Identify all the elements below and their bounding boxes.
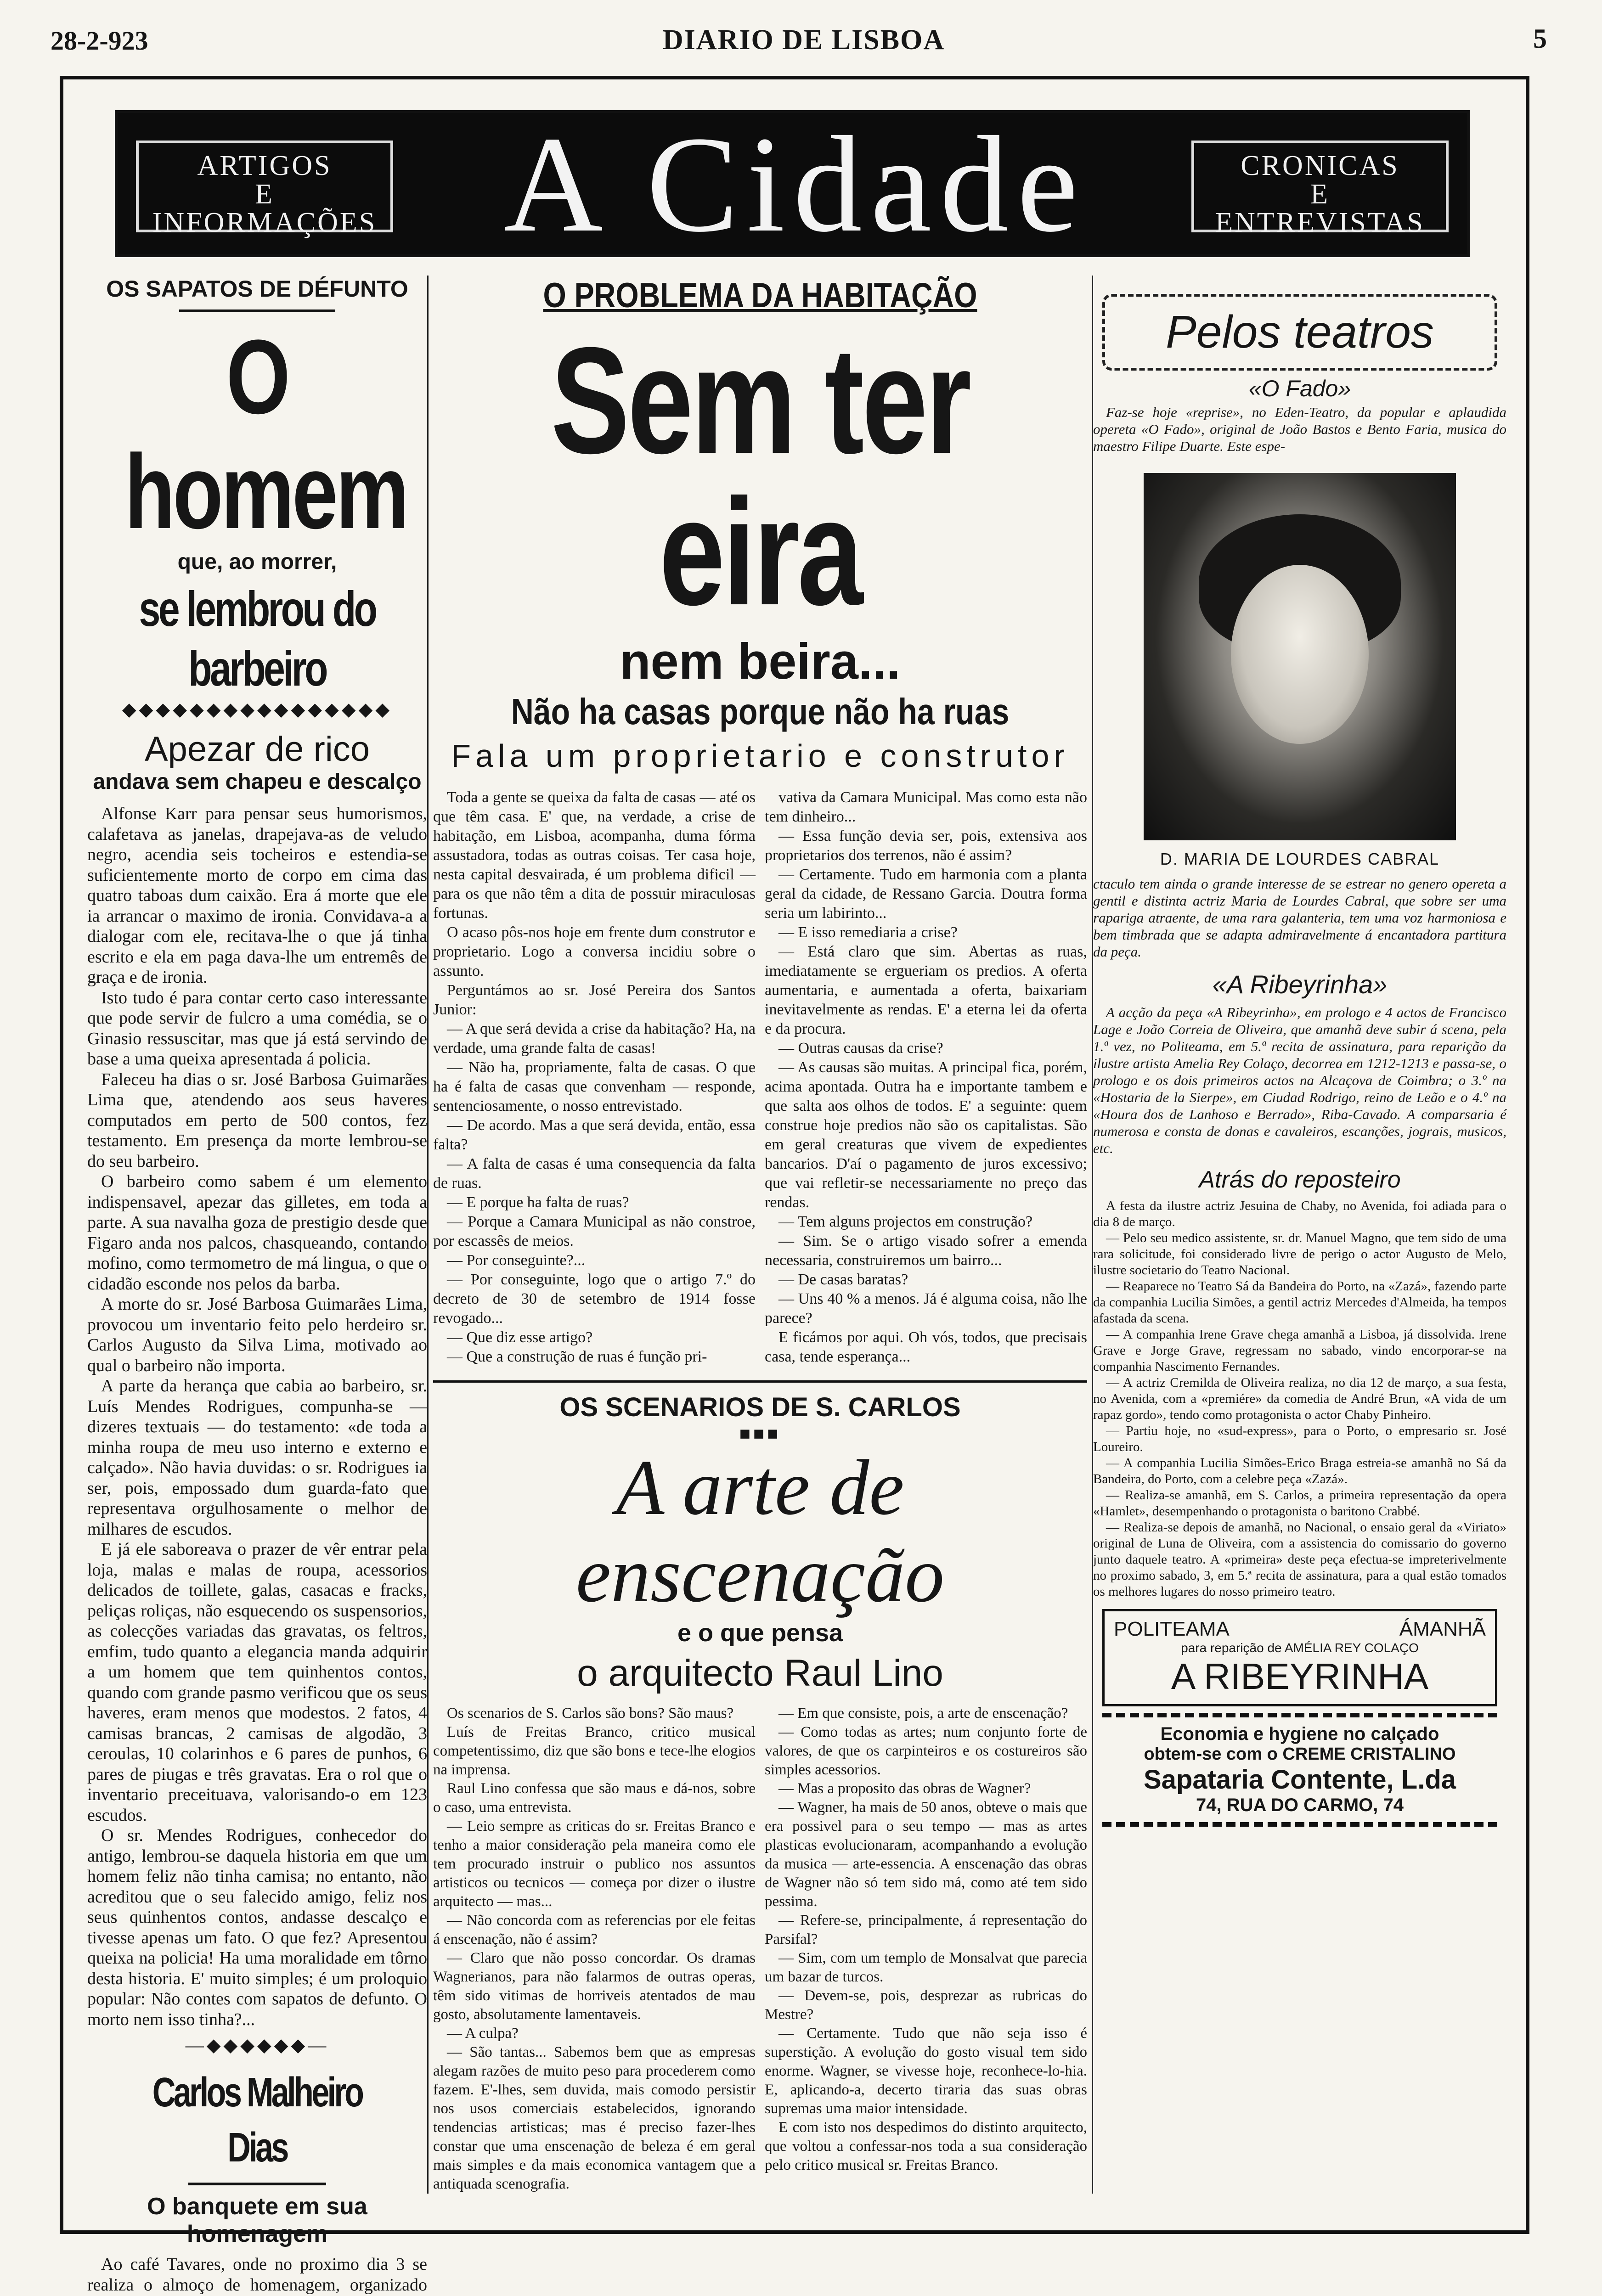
paragraph: A festa da ilustre actriz Jesuina de Chaby, no Avenida, foi adiada para o dia 8 de março. (1093, 1199, 1506, 1229)
article-kicker: O PROBLEMA DA HABITAÇÃO (543, 276, 977, 315)
paragraph: O sr. Mendes Rodrigues, conhecedor do antigo, lembrou-se daquela historia em que um homem feliz não tinha camisa; no entanto, não acreditou que o seu falecido amigo, feliz nos seus quinhentos contos, andasse descalço e tivesse apenas um fato. O que fez? Apresentou queixa na policia! Ha uma moralidade em tôrno desta historia. E' muito simples; é um proloquio popular: Não contes com sapatos de defunto. O morto nem isso tinha?... (87, 1826, 427, 2029)
paragraph: — As causas são muitas. A principal fica, porém, acima apontada. Outra ha e importante tambem e que salta aos olhos de todos. E' a seguinte: quem construe hoje predios não são os capitalistas. São em geral creaturas que vivem de expedientes bancarios. D'aí o pagamento de juros excessivo; que vai refletir-se necessariamente no preço das rendas. (765, 1059, 1087, 1211)
photo-caption: D. MARIA DE LOURDES CABRAL (1160, 850, 1440, 868)
article-headline: A arte de enscenação (575, 1444, 945, 1619)
article-body (1093, 875, 1506, 960)
paragraph: — Por conseguinte, logo que o artigo 7.º do decreto de 30 de setembro de 1914 fosse revogado... (433, 1271, 756, 1327)
article-subhead: Fala um proprietario e construtor (451, 738, 1069, 774)
politeama-advert (1102, 1609, 1497, 1706)
article-body (87, 2254, 427, 2296)
paragraph: — Em que consiste, pois, a arte de enscenação? (778, 1705, 1068, 1722)
page-number: 5 (1533, 23, 1547, 54)
paragraph: — Está claro que sim. Abertas as ruas, imediatamente se ergueriam os predios. A oferta aumentaria, e aumentada a oferta, baixariam inevitavelmente as rendas. E' a eterna lei da oferta e da procura. (765, 943, 1087, 1037)
ad-line: para reparição de AMÉLIA REY COLAÇO (1181, 1641, 1419, 1655)
center-column (427, 276, 1093, 2194)
article-kicker: OS SAPATOS DE DÉFUNTO (106, 276, 408, 302)
article-kicker: OS SCENARIOS DE S. CARLOS (559, 1392, 961, 1422)
paragraph: — Claro que não posso concordar. Os dramas Wagnerianos, para não falarmos de outras operas, têm sido vitimas de horriveis atentados de mau gosto, absolutamente lamentaveis. (433, 1950, 756, 2023)
obit-title: Carlos Malheiro Dias (152, 2070, 362, 2171)
banner-left-line: INFORMAÇÕES (152, 207, 377, 238)
paragraph: Alfonse Karr para pensar seus humorismos, calafetava as janelas, drapejava-as de veludo negro, acendia seis tocheiros e estendia-se suficientemente morto de corpo em cima das quatro taboas dum caixão. Era á morte que ele ia arrancar o maximo de ironia. Convidava-a a dialogar com ele, recitava-lhe o que já tinha escrito e ela em paga dava-lhe um entremês de graça e de ironia. (87, 804, 427, 987)
article-subhead: que, ao morrer, (177, 550, 337, 574)
paragraph: Perguntámos ao sr. José Pereira dos Santos Junior: (433, 982, 756, 1018)
paragraph: O barbeiro como sabem é um elemento indispensavel, apezar das gilletes, em toda a parte. A sua navalha goza de prestigio desde que Figaro anda nos palcos, chasqueando, contando mofino, como termometro de má lingua, o que o cidadão esconde nos pelos da barba. (87, 1172, 427, 1294)
paragraph: — Realiza-se amanhã, em S. Carlos, a primeira representação da opera «Hamlet», desempenhando o protagonista o baritono Crabbé. (1093, 1488, 1506, 1519)
page-header (0, 0, 1602, 78)
article-subhead: Apezar de rico (144, 730, 370, 769)
paragraph: — Essa função devia ser, pois, extensiva aos proprietarios dos terrenos, não é assim? (765, 827, 1087, 864)
section-banner (115, 108, 1470, 260)
paragraph: E com isto nos despedimos do distinto arquitecto, que voltou a confessar-nos toda a sua consideração pelo critico musical sr. Freitas Branco. (765, 2119, 1087, 2173)
article-subhead: e o que pensa (677, 1619, 843, 1647)
paragraph: — Reaparece no Teatro Sá da Bandeira do Porto, na «Zazá», fazendo parte da companhia Lucilia Simões, a gentil actriz Mercedes d'Almeida, ha tempos afastada da scena. (1093, 1279, 1506, 1326)
article-subhead: Não ha casas porque não ha ruas (511, 691, 1010, 732)
text-column (765, 788, 1087, 1367)
paragraph: ctaculo tem ainda o grande interesse de se estrear no genero opereta a gentil e distinta actriz Maria de Lourdes Cabral, que sobre ser uma rapariga atraente, de uma rara galanteria, tem uma voz harmoniosa e bem timbrada que se adapta admiravelmente á encantadora partitura da peça. (1093, 876, 1506, 960)
paragraph: — Outras causas da crise? (778, 1040, 943, 1057)
paragraph: E já ele saboreava o prazer de vêr entrar pela loja, malas e malas de roupa, acessorios delicados de toillete, galas, casacas e fracks, peliças roliças, não esquecendo os suspensorios, as colecções variadas das gravatas, os feltros, emfim, tudo quanto a elegancia manda adquirir a um homem que tem quinhentos contos, quando com grande pasmo verificou que os seus haveres, eram menos que modestos. 2 fatos, 4 camisas brancas, 2 camisas de algodão, 3 ceroulas, 10 colarinhos e 6 pares de punhos, 6 pares de piugas e três gravatas. Era o rol que o inventario preceituava, valorisando-o em 123 escudos. (87, 1540, 427, 1825)
ad-address: 74, RUA DO CARMO, 74 (1196, 1795, 1404, 1815)
left-column (87, 276, 427, 2296)
banner-left-line: ARTIGOS (197, 150, 332, 181)
banner-left-box (136, 141, 393, 238)
paragraph: — Pelo seu medico assistente, sr. dr. Manuel Magno, que tem sido de uma rara solicitude, foi considerado livre de perigo o actor Augusto de Melo, ilustre societario do Teatro Nacional. (1093, 1231, 1506, 1277)
paragraph: — E isso remediaria a crise? (778, 924, 958, 941)
paragraph: A acção da peça «A Ribeyrinha», em prologo e 4 actos de Francisco Lage e João Correia de Oliveira, que amanhã deve subir á scena, pela 1.ª vez, no Politeama, em 5.ª recita de assinatura, para reparição da ilustre artista Amelia Rey Colaço, decorrea em 1212-1213 e passa-se, o prologo e os dois primeiros actos na Alcaçova de Coimbra; o 3.º na «Hostaria de la Sierpe», em Ciudad Rodrigo, reino de Leão e o 4.º na «Houra dos de Lanhoso e Berrado», Riba-Cavado. A comparsaria é numerosa e consta de donas e cavaleiros, escanções, jograis, musicos, etc. (1093, 1004, 1506, 1156)
paragraph: — Sim. Se o artigo visado sofrer a emenda necessaria, construiremos um bairro... (765, 1232, 1087, 1269)
paragraph: Faz-se hoje «reprise», no Eden-Teatro, da popular e aplaudida opereta «O Fado», original de João Bastos e Bento Faria, musica do maestro Filipe Duarte. Este espe- (1093, 404, 1506, 454)
ad-line: Economia e hygiene no calçado (1160, 1724, 1439, 1744)
article-headline: O homem (124, 318, 407, 551)
ornament-divider: —◆◆◆◆◆◆— (185, 2035, 329, 2055)
paragraph: — Que diz esse artigo? (447, 1329, 593, 1346)
article-subhead-large: se lembrou do barbeiro (139, 581, 376, 696)
paragraph: — Sim, com um templo de Monsalvat que parecia um bazar de turcos. (765, 1950, 1087, 1985)
article-subhead: andava sem chapeu e descalço (93, 770, 422, 794)
paragraph: A parte da herança que cabia ao barbeiro, sr. Luís Mendes Rodrigues, compunha-se — dizeres textuais — do testamento: «de toda a minha roupa de meu uso interno e externo e calçado». Não havia duvidas: o sr. Rodrigues ia ser, pois, empossado dum guarda-fato que representava orgulhosamente o melhor de milhares de escudos. (87, 1376, 427, 1539)
paragraph: Raul Lino confessa que são maus e dá-nos, sobre o caso, uma entrevista. (433, 1780, 756, 1816)
paragraph: — Porque a Camara Municipal as não constroe, por escassês de meios. (433, 1213, 756, 1249)
article-headline: O banquete em sua homenagem (147, 2193, 367, 2247)
paragraph: Luís de Freitas Branco, critico musical competentissimo, diz que são bons e tece-lhe elogios na imprensa. (433, 1724, 756, 1778)
paragraph: — Não concorda com as referencias por ele feitas á enscenação, não é assim? (433, 1912, 756, 1947)
paragraph: — Devem-se, pois, desprezar as rubricas do Mestre? (765, 1987, 1087, 2023)
paragraph: — Que a construção de ruas é função pri- (447, 1348, 707, 1365)
theatre-section-title: Pelos teatros (1102, 294, 1497, 371)
scenarios-article (433, 1380, 1087, 2194)
paragraph: — A culpa? (447, 2025, 519, 2042)
newspaper-name: DIARIO DE LISBOA (662, 24, 945, 56)
sapataria-advert (1102, 1713, 1497, 1827)
paragraph: — Como todas as artes; num conjunto forte de valores, de que os carpinteiros e os costureiros são simples acessorios. (765, 1724, 1087, 1778)
paragraph: — Certamente. Tudo que não seja isso é superstição. A evolução do gosto visual tem sido enorme. Wagner, se vivesse hoje, reconhece-lo-hia. E, aplicando-a, decerto tiraria das suas obras supremas uma maior intensidade. (765, 2025, 1087, 2117)
article-columns (433, 788, 1087, 1367)
paragraph: Os scenarios de S. Carlos são bons? São maus? (447, 1705, 734, 1722)
article-body (1093, 404, 1506, 455)
ad-title: A RIBEYRINHA (1171, 1656, 1429, 1697)
article-subhead: o arquitecto Raul Lino (577, 1652, 943, 1694)
article-subhead: Atrás do reposteiro (1199, 1166, 1401, 1193)
article-body (87, 804, 427, 2030)
paragraph: — Leio sempre as criticas do sr. Freitas Branco e tenho a maior consideração pela maneira como ele tem procurado instruir o publico nos assuntos artisticos ou tecnicos — começa por dizer o ilustre arquitecto — mas... (433, 1818, 756, 1910)
paragraph: Isto tudo é para contar certo caso interessante que pode servir de fulcro a uma comédia, se o Ginasio ressuscitar, mas que já está servindo de base a uma queixa apresentada á policia. (87, 988, 427, 1069)
article-subhead-large: nem beira... (620, 633, 901, 690)
text-column (765, 1704, 1087, 2194)
paragraph: vativa da Camara Municipal. Mas como esta não tem dinheiro... (765, 789, 1087, 825)
article-body (1093, 1004, 1506, 1157)
paragraph: A morte do sr. José Barbosa Guimarães Lima, provocou um inventario feito pelo herdeiro sr. Carlos Augusto da Silva Lima, motivado ao qual o barbeiro não importa. (87, 1294, 427, 1375)
paragraph: — Não ha, propriamente, falta de casas. O que ha é falta de casas que convenham — responde, sentenciosamente, o nosso entrevistado. (433, 1059, 756, 1114)
paragraph: — Partiu hoje, no «sud-express», para o Porto, o empresario sr. José Loureiro. (1093, 1424, 1506, 1454)
ornament-divider: ◆◆◆◆◆◆◆◆◆◆◆◆◆◆◆◆ (122, 699, 393, 720)
paragraph: — Uns 40 % a menos. Já é alguma coisa, não lhe parece? (765, 1290, 1087, 1327)
actress-portrait (1144, 473, 1456, 840)
paragraph: — A falta de casas é uma consequencia da falta de ruas. (433, 1155, 756, 1192)
article-columns (433, 1704, 1087, 2194)
paragraph: — Realiza-se depois de amanhã, no Nacional, o ensaio geral da «Viriato» original de Luna de Oliveira, com a assistencia do comissario do governo junto daquele teatro. A «primeira» deste peça efectua-se impreterivelmente no proximo sabado, 3, em 5.ª recita de assinatura, para a qual estão tomados os melhores lugares do nosso primeiro teatro. (1093, 1520, 1506, 1599)
paragraph: O acaso pôs-nos hoje em frente dum construtor e proprietario. Logo a conversa incidiu sobre o assunto. (433, 924, 756, 979)
paragraph: — A companhia Irene Grave chega amanhã a Lisboa, já dissolvida. Irene Grave e Jorge Grave, regressam no sabado, vindo encorporar-se na companhia Nascimento Fernandes. (1093, 1327, 1506, 1374)
paragraph: — Certamente. Tudo em harmonia com a planta geral da cidade, de Ressano Garcia. Doutra forma seria um labirinto... (765, 866, 1087, 922)
banner-right-line: ENTREVISTAS (1215, 207, 1425, 238)
portrait-face (1231, 565, 1369, 744)
paragraph: — Mas a proposito das obras de Wagner? (778, 1780, 1031, 1797)
paragraph: — Refere-se, principalmente, á representação do Parsifal? (765, 1912, 1087, 1947)
section-title: A Cidade (503, 108, 1087, 260)
paragraph: E ficámos por aqui. Oh vós, todos, que precisais casa, tende esperança... (765, 1329, 1087, 1365)
paragraph: — Wagner, ha mais de 50 anos, obteve o mais que era possivel para o seu tempo — mas as artes plasticas evolucionaram, acompanhando a evolução da musica — arte-essencia. A enscenação das obras de Wagner não só tem sido má, como até tem sido pessima. (765, 1799, 1087, 1910)
paragraph: — De acordo. Mas a que será devida, então, essa falta? (433, 1117, 756, 1153)
article-headline: Sem ter eira (551, 315, 970, 636)
divider (179, 310, 335, 312)
text-column (433, 788, 756, 1367)
paragraph: — E porque ha falta de ruas? (447, 1194, 629, 1211)
ad-title: Sapataria Contente, L.da (1143, 1765, 1456, 1795)
ad-day: ÁMANHÃ (1399, 1618, 1486, 1640)
paragraph: Toda a gente se queixa da falta de casas — até os que têm casa. E' que, na verdade, a crise de habitação, em Lisboa, acompanha, duma fórma assustadora, todas as outras coisas. Ter casa hoje, nesta capital desvairada, é um problema dificil — para os que não têm a dita de possuir miraculosas fortunas. (433, 789, 756, 922)
paragraph: — A actriz Cremilda de Oliveira realiza, no dia 12 de março, a sua festa, no Avenida, com a «premiére» da comedia de André Brun, «A vida de um rapaz gordo», tendo como protagonista o actor Chaby Pinheiro. (1093, 1375, 1506, 1422)
article-body (1093, 1198, 1506, 1600)
right-column (1093, 289, 1506, 1827)
banner-right-box (1191, 141, 1449, 238)
ornament-divider: ■■■ (739, 1423, 781, 1444)
ad-line: obtem-se com o CREME CRISTALINO (1144, 1745, 1456, 1764)
divider (188, 2183, 326, 2185)
text-column (433, 1704, 756, 2194)
paragraph: — Por conseguinte?... (447, 1252, 586, 1269)
paragraph: Ao café Tavares, onde no proximo dia 3 se realiza o almoço de homenagem, organizado (87, 2255, 427, 2295)
paragraph: — De casas baratas? (778, 1271, 908, 1288)
article-subhead: «O Fado» (1248, 376, 1351, 401)
issue-date: 28-2-923 (51, 26, 148, 56)
paragraph: Faleceu ha dias o sr. José Barbosa Guimarães Lima que, atendendo aos seus haveres computados em perto de 500 contos, fez testamento. Em presença da morte lembrou-se do seu barbeiro. (87, 1069, 427, 1171)
paragraph: — Tem alguns projectos em construção? (778, 1213, 1033, 1230)
paragraph: — A companhia Lucilia Simões-Erico Braga estreia-se amanhã no Sá da Bandeira, do Porto, com a celebre peça «Zazá». (1093, 1456, 1506, 1486)
ad-venue: POLITEAMA (1114, 1618, 1230, 1640)
banner-right-line: E (1310, 179, 1330, 210)
banner-left-line: E (255, 179, 274, 210)
paragraph: — São tantas... Sabemos bem que as empresas alegam razões de muito peso para procederem como fazem. E'-lhes, sem duvida, mais comodo persistir nos usos comerciais estabelecidos, ignorando tendencias artisticas; mas é preciso fazer-lhes constar que uma enscenação de beleza é em geral mais simples e da mais economica vantagem que a antiquada scenografia. (433, 2044, 756, 2192)
article-subhead: «A Ribeyrinha» (1212, 970, 1388, 999)
banner-right-line: CRONICAS (1241, 150, 1399, 181)
paragraph: — A que será devida a crise da habitação? Ha, na verdade, uma grande falta de casas! (433, 1020, 756, 1057)
